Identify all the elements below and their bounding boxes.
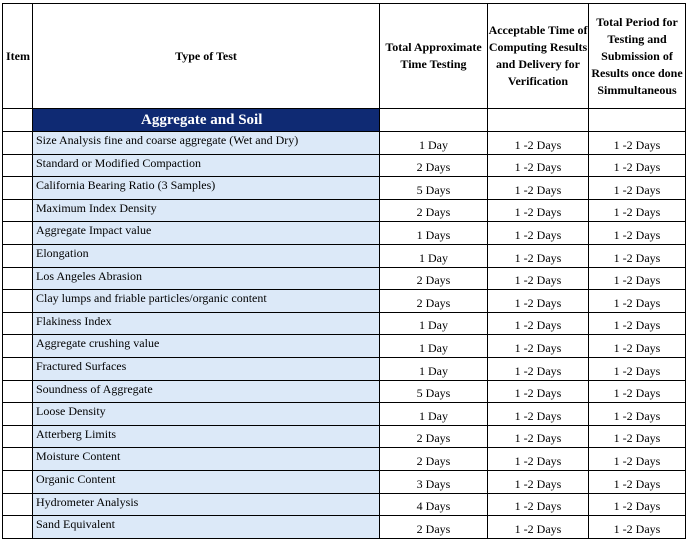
table-row (3, 312, 686, 335)
total-period-cell: 1 -2 Days (589, 290, 686, 313)
table-row (3, 335, 686, 358)
total-time-cell: 4 Days (380, 493, 488, 516)
acceptable-time-cell: 1 -2 Days (488, 425, 589, 448)
test-name-cell: Soundness of Aggregate (33, 380, 380, 403)
test-name-cell: Sand Equivalent (33, 516, 380, 539)
table-row (3, 516, 686, 539)
total-period-cell: 1 -2 Days (589, 312, 686, 335)
acceptable-time-cell: 1 -2 Days (488, 357, 589, 380)
row-item-cell (3, 516, 33, 539)
header-row (3, 4, 686, 109)
row-item-cell (3, 403, 33, 426)
total-time-cell: 1 Day (380, 335, 488, 358)
acceptable-time-cell: 1 -2 Days (488, 448, 589, 471)
acceptable-time-cell: 1 -2 Days (488, 312, 589, 335)
test-name-cell: Los Angeles Abrasion (33, 267, 380, 290)
row-item-cell (3, 244, 33, 267)
test-name-cell: Aggregate crushing value (33, 335, 380, 358)
total-time-cell: 2 Days (380, 425, 488, 448)
test-name-cell: Aggregate Impact value (33, 222, 380, 245)
test-name-cell: Elongation (33, 244, 380, 267)
table-row (3, 199, 686, 222)
total-time-cell: 1 Day (380, 312, 488, 335)
row-item-cell (3, 312, 33, 335)
total-period-cell: 1 -2 Days (589, 154, 686, 177)
acceptable-time-cell: 1 -2 Days (488, 380, 589, 403)
table-row (3, 380, 686, 403)
total-time-cell: 1 Day (380, 357, 488, 380)
row-item-cell (3, 222, 33, 245)
total-time-cell: 3 Days (380, 470, 488, 493)
total-time-cell: 2 Days (380, 448, 488, 471)
row-item-cell (3, 493, 33, 516)
row-item-cell (3, 470, 33, 493)
total-period-cell: 1 -2 Days (589, 267, 686, 290)
test-name-cell: Fractured Surfaces (33, 357, 380, 380)
row-item-cell (3, 132, 33, 155)
table-row (3, 403, 686, 426)
test-name-cell: Atterberg Limits (33, 425, 380, 448)
row-item-cell (3, 177, 33, 200)
total-time-cell: 2 Days (380, 516, 488, 539)
test-schedule-table (2, 3, 686, 539)
table-row (3, 244, 686, 267)
table-row (3, 448, 686, 471)
test-name-cell: Standard or Modified Compaction (33, 154, 380, 177)
total-time-cell: 1 Day (380, 403, 488, 426)
total-time-cell: 1 Day (380, 132, 488, 155)
total-period-cell: 1 -2 Days (589, 425, 686, 448)
acceptable-time-cell: 1 -2 Days (488, 132, 589, 155)
test-name-cell: Organic Content (33, 470, 380, 493)
total-period-cell: 1 -2 Days (589, 199, 686, 222)
table-body (3, 132, 686, 539)
table-row (3, 267, 686, 290)
section-period-cell (589, 109, 686, 132)
test-name-cell: Loose Density (33, 403, 380, 426)
acceptable-time-cell: 1 -2 Days (488, 335, 589, 358)
total-time-cell: 2 Days (380, 154, 488, 177)
acceptable-time-cell: 1 -2 Days (488, 470, 589, 493)
row-item-cell (3, 425, 33, 448)
total-time-cell: 5 Days (380, 177, 488, 200)
total-period-cell: 1 -2 Days (589, 244, 686, 267)
test-name-cell: Flakiness Index (33, 312, 380, 335)
total-period-cell: 1 -2 Days (589, 448, 686, 471)
table-row (3, 222, 686, 245)
section-total-cell (380, 109, 488, 132)
table-row (3, 470, 686, 493)
test-name-cell: Moisture Content (33, 448, 380, 471)
acceptable-time-cell: 1 -2 Days (488, 222, 589, 245)
row-item-cell (3, 357, 33, 380)
section-title: Aggregate and Soil (33, 109, 380, 132)
total-period-cell: 1 -2 Days (589, 177, 686, 200)
header-total-time: Total Approximate Time Testing (380, 4, 488, 109)
section-row (3, 109, 686, 132)
total-period-cell: 1 -2 Days (589, 132, 686, 155)
row-item-cell (3, 267, 33, 290)
table-row (3, 177, 686, 200)
total-time-cell: 5 Days (380, 380, 488, 403)
acceptable-time-cell: 1 -2 Days (488, 244, 589, 267)
test-name-cell: Maximum Index Density (33, 199, 380, 222)
acceptable-time-cell: 1 -2 Days (488, 516, 589, 539)
total-time-cell: 2 Days (380, 267, 488, 290)
total-period-cell: 1 -2 Days (589, 222, 686, 245)
total-period-cell: 1 -2 Days (589, 403, 686, 426)
acceptable-time-cell: 1 -2 Days (488, 493, 589, 516)
test-name-cell: Hydrometer Analysis (33, 493, 380, 516)
test-name-cell: Clay lumps and friable particles/organic content (33, 290, 380, 313)
total-period-cell: 1 -2 Days (589, 357, 686, 380)
section-acceptable-cell (488, 109, 589, 132)
table-row (3, 132, 686, 155)
acceptable-time-cell: 1 -2 Days (488, 267, 589, 290)
test-name-cell: Size Analysis fine and coarse aggregate (Wet and Dry) (33, 132, 380, 155)
table-row (3, 154, 686, 177)
section-item-cell (3, 109, 33, 132)
total-period-cell: 1 -2 Days (589, 335, 686, 358)
test-name-cell: California Bearing Ratio (3 Samples) (33, 177, 380, 200)
row-item-cell (3, 199, 33, 222)
acceptable-time-cell: 1 -2 Days (488, 177, 589, 200)
total-time-cell: 1 Days (380, 222, 488, 245)
table-row (3, 493, 686, 516)
total-time-cell: 1 Day (380, 244, 488, 267)
row-item-cell (3, 154, 33, 177)
total-period-cell: 1 -2 Days (589, 380, 686, 403)
header-total-period: Total Period for Testing and Submission of Results once done Simmultaneous (589, 4, 686, 109)
total-period-cell: 1 -2 Days (589, 493, 686, 516)
acceptable-time-cell: 1 -2 Days (488, 403, 589, 426)
acceptable-time-cell: 1 -2 Days (488, 290, 589, 313)
row-item-cell (3, 290, 33, 313)
row-item-cell (3, 335, 33, 358)
total-period-cell: 1 -2 Days (589, 516, 686, 539)
total-time-cell: 2 Days (380, 199, 488, 222)
row-item-cell (3, 448, 33, 471)
total-period-cell: 1 -2 Days (589, 470, 686, 493)
table-row (3, 425, 686, 448)
table-row (3, 290, 686, 313)
header-type-of-test: Type of Test (33, 4, 380, 109)
acceptable-time-cell: 1 -2 Days (488, 154, 589, 177)
table-row (3, 357, 686, 380)
header-item: Item (3, 4, 33, 109)
header-acceptable-time: Acceptable Time of Computing Results and Delivery for Verification (488, 4, 589, 109)
total-time-cell: 2 Days (380, 290, 488, 313)
acceptable-time-cell: 1 -2 Days (488, 199, 589, 222)
row-item-cell (3, 380, 33, 403)
